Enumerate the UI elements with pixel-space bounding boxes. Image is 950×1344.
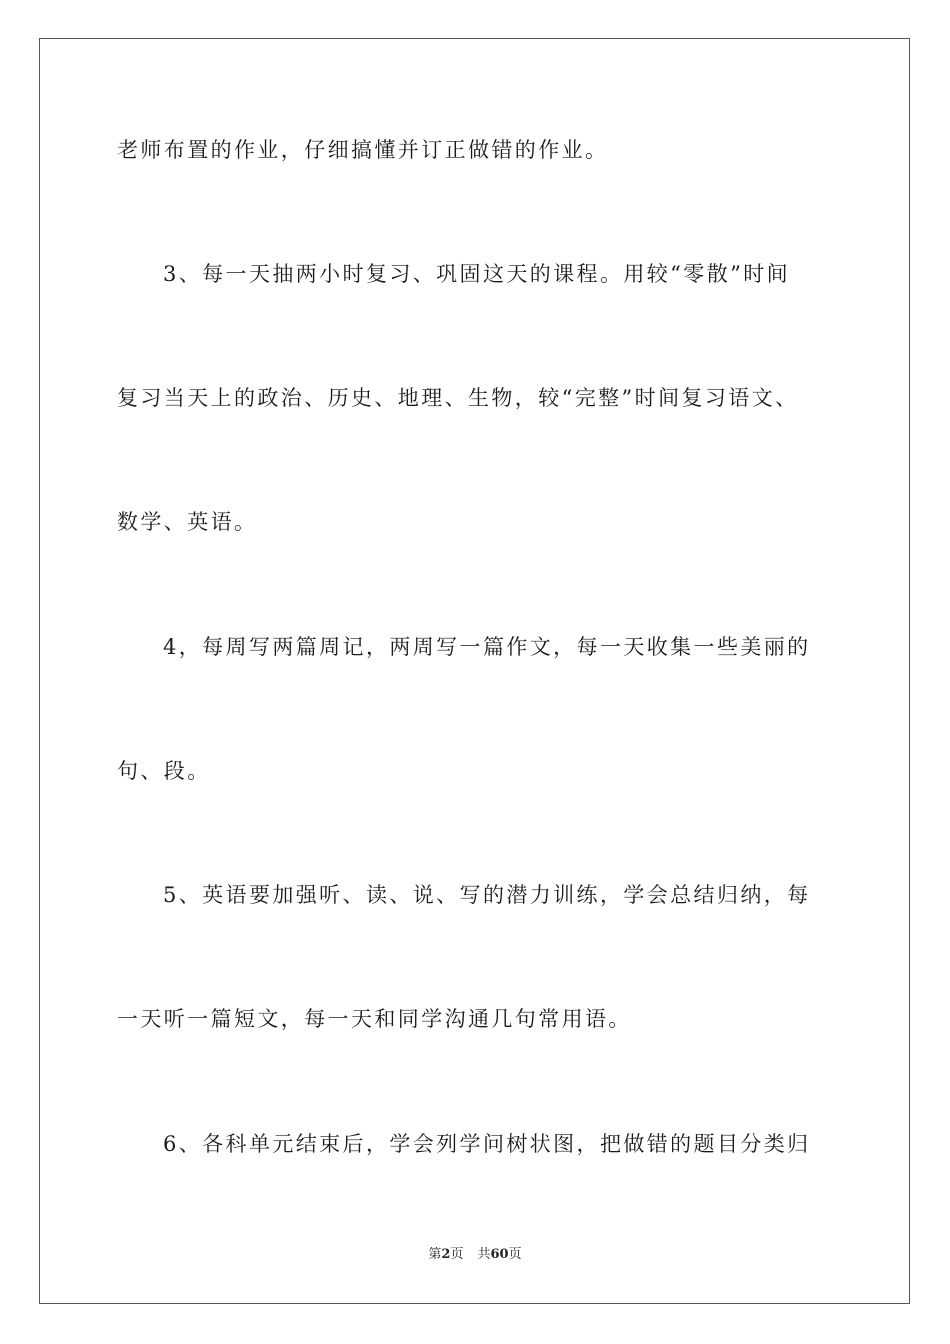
total-suffix: 页: [508, 1247, 522, 1262]
text-line-3: 复习当天上的政治、历史、地理、生物，较“完整”时间复习语文、: [117, 386, 799, 410]
text-line-6: 句、段。: [117, 759, 211, 783]
page-number: 2: [441, 1247, 451, 1262]
text-line-2: 3、每一天抽两小时复习、巩固这天的课程。用较“零散”时间: [163, 262, 791, 286]
text-line-1: 老师布置的作业，仔细搞懂并订正做错的作业。: [117, 138, 609, 162]
total-prefix: 共: [477, 1247, 491, 1262]
page-prefix: 第: [428, 1247, 442, 1262]
page-suffix: 页: [450, 1247, 464, 1262]
page-footer: [0, 1246, 950, 1264]
text-line-7: 5、英语要加强听、读、说、写的潜力训练，学会总结归纳，每: [163, 883, 811, 907]
text-line-8: 一天听一篇短文，每一天和同学沟通几句常用语。: [117, 1007, 632, 1031]
text-line-9: 6、各科单元结束后，学会列学问树状图，把做错的题目分类归: [163, 1132, 811, 1156]
page-frame: [39, 38, 910, 1304]
text-line-5: 4，每周写两篇周记，两周写一篇作文，每一天收集一些美丽的: [163, 635, 811, 659]
text-line-4: 数学、英语。: [117, 510, 258, 534]
total-pages: 60: [490, 1247, 509, 1262]
